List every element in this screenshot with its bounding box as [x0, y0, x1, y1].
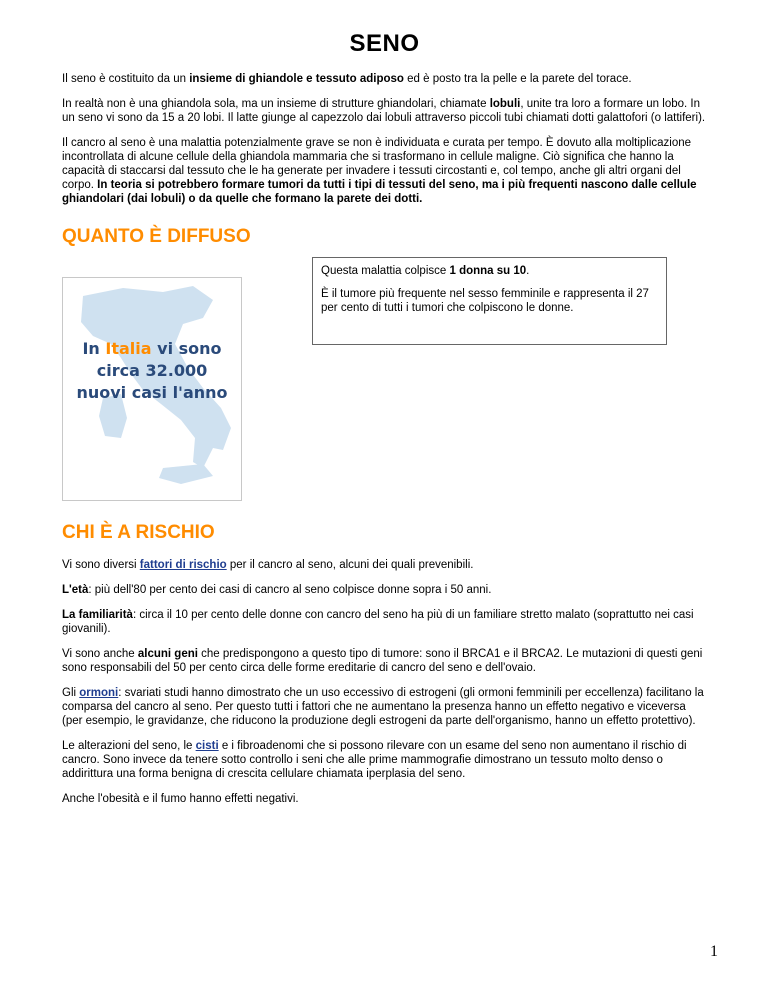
intro-paragraph-1: Il seno è costituito da un insieme di ghiandole e tessuto adiposo ed è posto tra la pelle e la parete del torace.	[62, 73, 632, 85]
page-number: 1	[710, 943, 718, 960]
risk-paragraph-obesita: Anche l'obesità e il fumo hanno effetti negativi.	[62, 793, 299, 805]
statistics-box	[312, 257, 667, 345]
statistics-line-2: È il tumore più frequente nel sesso femminile e rappresenta il 27 per cento di tutti i tumori che colpiscono le donne.	[321, 288, 649, 314]
risk-paragraph-eta: L'età: più dell'80 per cento dei casi di cancro al seno colpisce donne sopra i 50 anni.	[62, 584, 492, 596]
section-heading-rischio: CHI È A RISCHIO	[62, 522, 215, 543]
risk-paragraph-cisti: Le alterazioni del seno, le cisti e i fibroadenomi che si possono rilevare con un esame del seno non aumentano il rischio di cancro. Sono invece da tenere sotto controllo i seni che alle prime mammografie dimostrano un tessuto molto denso o addirittura una forma benigna di crescita cellulare chiamata iperplasia del seno.	[62, 740, 687, 780]
map-caption-line-2: circa 32.000	[96, 361, 208, 380]
cisti-link[interactable]: cisti	[195, 740, 219, 752]
fattori-di-rischio-link[interactable]: fattori di rischio	[139, 559, 227, 571]
statistics-line-1: Questa malattia colpisce 1 donna su 10.	[321, 265, 530, 277]
intro-paragraph-2: In realtà non è una ghiandola sola, ma un insieme di strutture ghiandolari, chiamate lobuli, unite tra loro a formare un lobo. In un seno vi sono da 15 a 20 lobi. Il latte giunge al capezzolo dai lobuli attraverso piccoli tubi chiamati dotti galattofori (o lattiferi).	[62, 98, 706, 124]
intro-paragraph-3: Il cancro al seno è una malattia potenzialmente grave se non è individuata e curata per tempo. È dovuto alla moltiplicazione incontrollata di alcune cellule della ghiandola mammaria che si trasformano in cellule maligne. Ciò significa che hanno la capacità di staccarsi dal tessuto che le ha generate per invadere i tessuti circostanti e, col tempo, anche gli altri organi del corpo. In teoria si potrebbero formare tumori da tutti i tipi di tessuti del seno, ma i più frequenti nascono dalle cellule ghiandolari (dai lobuli) o da quelle che formano la parete dei dotti.	[62, 137, 697, 205]
risk-paragraph-ormoni: Gli ormoni: svariati studi hanno dimostrato che un uso eccessivo di estrogeni (gli ormoni femminili per eccellenza) facilitano la comparsa del cancro al seno. Per questo tutti i fattori che ne aumentano la presenza hanno un effetto negativo e viceversa (per esempio, le gravidanze, che riducono la produzione degli estrogeni da parte dell'organismo, hanno un effetto protettivo).	[62, 687, 704, 727]
section-heading-diffuso: QUANTO È DIFFUSO	[62, 226, 251, 247]
italy-map-icon	[63, 278, 241, 500]
italy-map-image	[62, 277, 242, 501]
risk-paragraph-1: Vi sono diversi fattori di rischio per il cancro al seno, alcuni dei quali prevenibili.	[62, 559, 474, 571]
ormoni-link[interactable]: ormoni	[79, 687, 119, 699]
document-page	[62, 30, 707, 817]
map-caption-line-3: nuovi casi l'anno	[76, 383, 228, 402]
risk-paragraph-geni: Vi sono anche alcuni geni che predispongono a questo tipo di tumore: sono il BRCA1 e il BRCA2. Le mutazioni di questi geni sono responsabili del 50 per cento circa delle forme ereditarie di cancro del seno e dell'ovaio.	[62, 648, 703, 674]
diffuso-section	[62, 257, 707, 522]
risk-paragraph-familiarita: La familiarità: circa il 10 per cento delle donne con cancro del seno ha più di un familiare stretto malato (soprattutto nei casi giovanili).	[62, 609, 694, 635]
page-title: SENO	[349, 30, 420, 57]
map-caption-line-1: In Italia vi sono	[82, 339, 222, 358]
